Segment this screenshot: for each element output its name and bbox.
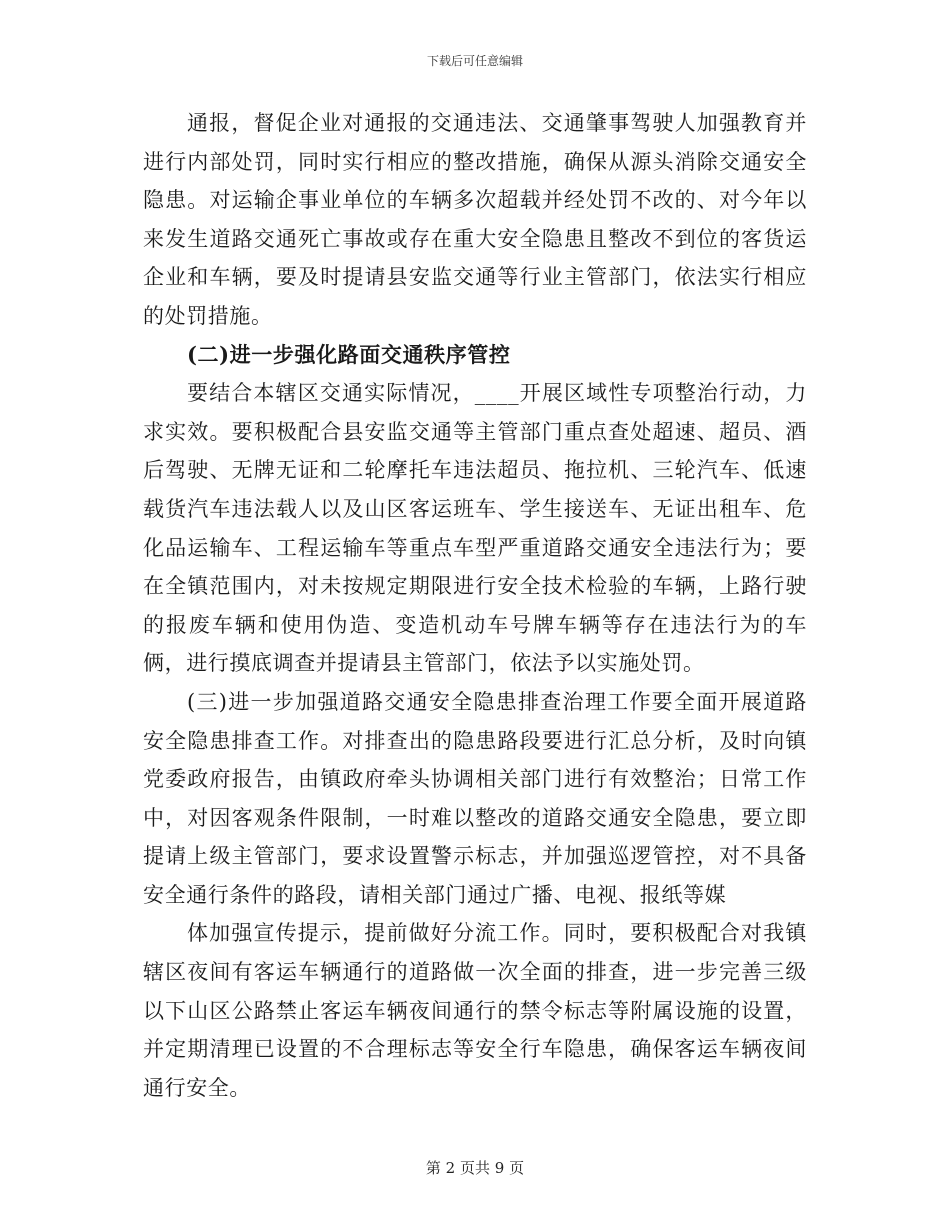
paragraph-notification: 通报，督促企业对通报的交通违法、交通肇事驾驶人加强教育并进行内部处罚，同时实行相应的整改措施，确保从源头消除交通安全隐患。对运输企事业单位的车辆多次超载并经处罚不改的、对今年以来发生道路交通死亡事故或存在重大安全隐患且整改不到位的客货运企业和车辆，要及时提请县安监交通等行业主管部门，依法实行相应的处罚措施。: [143, 111, 807, 328]
page-number: 第 2 页共 9 页: [425, 1159, 525, 1177]
document-body: [143, 104, 807, 1107]
page-header: 下载后可任意编辑: [426, 54, 523, 68]
paragraph-hazard-inspection: (三)进一步加强道路交通安全隐患排查治理工作要全面开展道路安全隐患排查工作。对排查出的隐患路段要进行汇总分析，及时向镇党委政府报告，由镇政府牵头协调相关部门进行有效整治；日常工作中，对因客观条件限制，一时难以整改的道路交通安全隐患，要立即提请上级主管部门，要求设置警示标志，并加强巡逻管控，对不具备安全通行条件的路段，请相关部门通过广播、电视、报纸等媒: [143, 689, 807, 907]
paragraph-publicity: 体加强宣传提示，提前做好分流工作。同时，要积极配合对我镇辖区夜间有客运车辆通行的道路做一次全面的排查，进一步完善三级以下山区公路禁止客运车辆夜间通行的禁令标志等附属设施的设置，并定期清理已设置的不合理标志等安全行车隐患，确保客运车辆夜间通行安全。: [143, 921, 807, 1100]
paragraph-road-order: 要结合本辖区交通实际情况，____开展区域性专项整治行动，力求实效。要积极配合县安监交通等主管部门重点查处超速、超员、酒后驾驶、无牌无证和二轮摩托车违法超员、拖拉机、三轮汽车、低速载货汽车违法载人以及山区客运班车、学生接送车、无证出租车、危化品运输车、工程运输车等重点车型严重道路交通安全违法行为；要在全镇范围内，对未按规定期限进行安全技术检验的车辆，上路行驶的报废车辆和使用伪造、变造机动车号牌车辆等存在违法行为的车俩，进行摸底调查并提请县主管部门，依法予以实施处罚。: [143, 381, 807, 676]
section-heading-2: (二)进一步强化路面交通秩序管控: [187, 341, 511, 367]
